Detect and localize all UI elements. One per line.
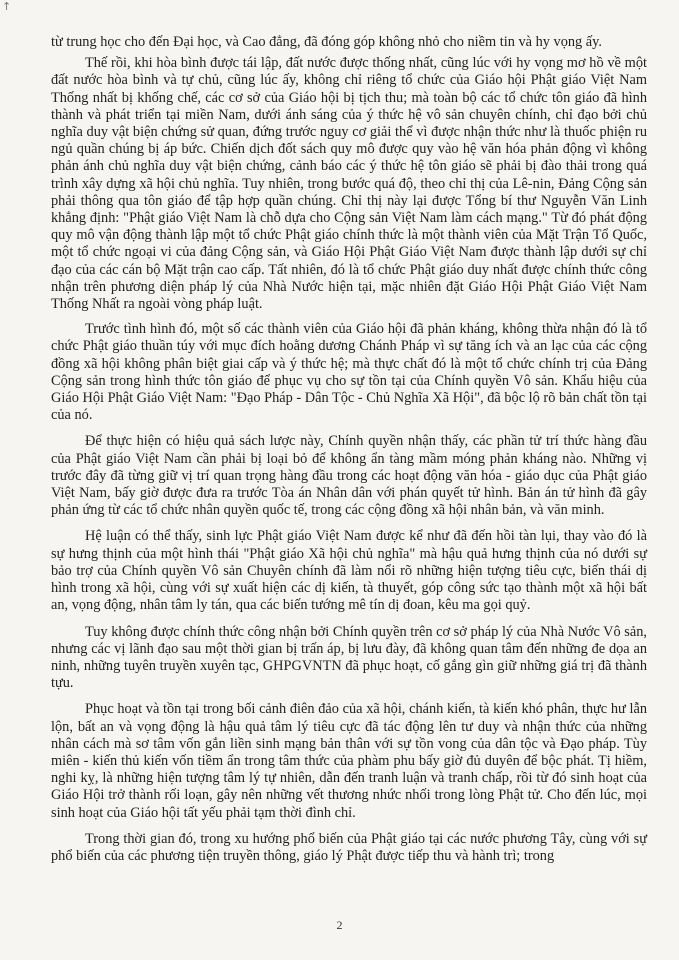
corner-mark: ↑ (2, 0, 12, 13)
paragraph: Trước tình hình đó, một số các thành viên của Giáo hội đã phản kháng, không thừa nhận đó là tổ chức Phật giáo thuần túy với mục đích hoằng dương Chánh Pháp vì sự tăng ích và an lạc của các cộng đồng xã hội không phân biệt giai cấp và ý thức hệ; mà thực chất đó là một tổ chức chính trị của Đảng Cộng sản trong hình thức tôn giáo để phục vụ cho sự tồn tại của Chính quyền Vô sản. Khẩu hiệu của Giáo Hội Phật Giáo Việt Nam: "Đạo Pháp - Dân Tộc - Chủ Nghĩa Xã Hội", đã bộc lộ rõ bản chất tồn tại của nó. (51, 321, 647, 424)
paragraph: Để thực hiện có hiệu quả sách lược này, Chính quyền nhận thấy, các phần tử trí thức hàng đầu của Phật giáo Việt Nam cần phải bị loại bỏ để không ẩn tàng mầm móng phản kháng nào. Những vị trước đây đã từng giữ vị trí quan trọng hàng đầu trong các hoạt động văn hóa - giáo dục của Phật giáo Việt Nam, bấy giờ được đưa ra trước Tòa án Nhân dân với phán quyết tử hình. Bản án tử hình đã gây phản ứng từ các tổ chức nhân quyền quốc tế, trong các cộng đồng xã hội nhân bản, và văn minh. (51, 433, 647, 519)
paragraph: Phục hoạt và tồn tại trong bối cảnh điên đảo của xã hội, chánh kiến, tà kiến khó phân, thực hư lẫn lộn, bất an và vọng động là hậu quả tâm lý tiêu cực đã tác động lên tư duy và nhận thức của những nhân cách mà sơ tâm vốn gắn liền sinh mạng bản thân với sự tồn vong của dân tộc và Đạo pháp. Tùy miên - kiến thủ kiến vốn tiềm ẩn trong tâm thức của phàm phu bấy giờ đủ duyên để bộc phát. Tị hiềm, nghi kỵ, là những hiện tượng tâm lý tự nhiên, dẫn đến tranh luận và tranh chấp, rồi từ đó sinh hoạt của Giáo Hội trở thành rối loạn, gây nên những vết thương nhức nhối trong lòng Phật tử. Cho đến lúc, mọi sinh hoạt của Giáo hội tất yếu phải tạm thời đình chỉ. (51, 701, 647, 821)
paragraph-continuation: từ trung học cho đến Đại học, và Cao đẳng, đã đóng góp không nhỏ cho niềm tin và hy vọng ấy. (51, 34, 603, 50)
page-body (51, 34, 647, 874)
paragraph: Trong thời gian đó, trong xu hướng phổ biến của Phật giáo tại các nước phương Tây, cùng với sự phổ biến của các phương tiện truyền thông, giáo lý Phật được tiếp thu và hành trì; trong (51, 830, 647, 864)
paragraph: Tuy không được chính thức công nhận bởi Chính quyền trên cơ sở pháp lý của Nhà Nước Vô sản, nhưng các vị lãnh đạo sau một thời gian bị trấn áp, bị lưu đày, đã không quan tâm đến những đe dọa an ninh, những tuyên truyền xuyên tạc, GHPGVNTN đã phục hoạt, cố gắng gìn giữ những giá trị đã thành tựu. (51, 623, 647, 692)
paragraph: Hệ luận có thể thấy, sinh lực Phật giáo Việt Nam được kể như đã đến hồi tàn lụi, thay vào đó là sự hưng thịnh của một hình thái "Phật giáo Xã hội chủ nghĩa" mà hậu quả hưng thịnh của nó dưới sự bảo trợ của Chính quyền Vô sản Chuyên chính đã làm nổi rõ những hiện tượng tiêu cực, biến thái dị hình trong xã hội, cùng với sự xuất hiện các dị kiến, tà thuyết, góp công sức tạo thành một xã hội bất an, vọng động, nhân tâm ly tán, qua các biến tướng mê tín dị đoan, kêu ma gọi quỷ. (51, 528, 647, 614)
page-number: 2 (336, 918, 343, 932)
paragraph: Thế rồi, khi hòa bình được tái lập, đất nước được thống nhất, cũng lúc với hy vọng mơ hồ về một đất nước hòa bình và tự chủ, cũng lúc ấy, không chỉ riêng tổ chức của Giáo hội Phật giáo Việt Nam Thống nhất bị khống chế, các cơ sở của Giáo hội bị tịch thu; mà toàn bộ các tổ chức tôn giáo đã hình thành và phát triển tại miền Nam, dưới ánh sáng của ý thức hệ vô sản chuyên chính, chỉ đạo bởi chủ nghĩa duy vật biện chứng sử quan, đứng trước nguy cơ giải thể vì được nhận thức như là thuốc phiện ru ngủ quần chúng bị áp bức. Chiến dịch đốt sách quy mô được quy vào hệ văn hóa phản động vì không phản ánh chủ nghĩa duy vật biện chứng, cảnh báo các ý thức hệ tôn giáo sẽ phải bị đào thải trong quá trình xây dựng xã hội chủ nghĩa. Tuy nhiên, trong bước quá độ, theo chỉ thị của Lê-nin, Đảng Cộng sản phải thông qua tôn giáo để tập hợp quần chúng. Chỉ thị này lại được Tổng bí thư Nguyễn Văn Linh khẳng định: "Phật giáo Việt Nam là chỗ dựa cho Cộng sản Việt Nam làm cách mạng." Từ đó phát động quy mô vận động thành lập một tổ chức Phật giáo chính thức là một thành viên của Mặt Trận Tổ Quốc, một tổ chức ngoại vi của đảng Cộng sản, và Giáo Hội Phật Giáo Việt Nam được thành lập dưới sự chỉ đạo của các cán bộ Mặt trận cao cấp. Tất nhiên, đó là tổ chức Phật giáo duy nhất được chính thức công nhận trên phương diện pháp lý của Nhà Nước hiện tại, mặc nhiên đặt Giáo Hội Phật Giáo Việt Nam Thống Nhất ra ngoài vòng pháp luật. (51, 55, 647, 313)
